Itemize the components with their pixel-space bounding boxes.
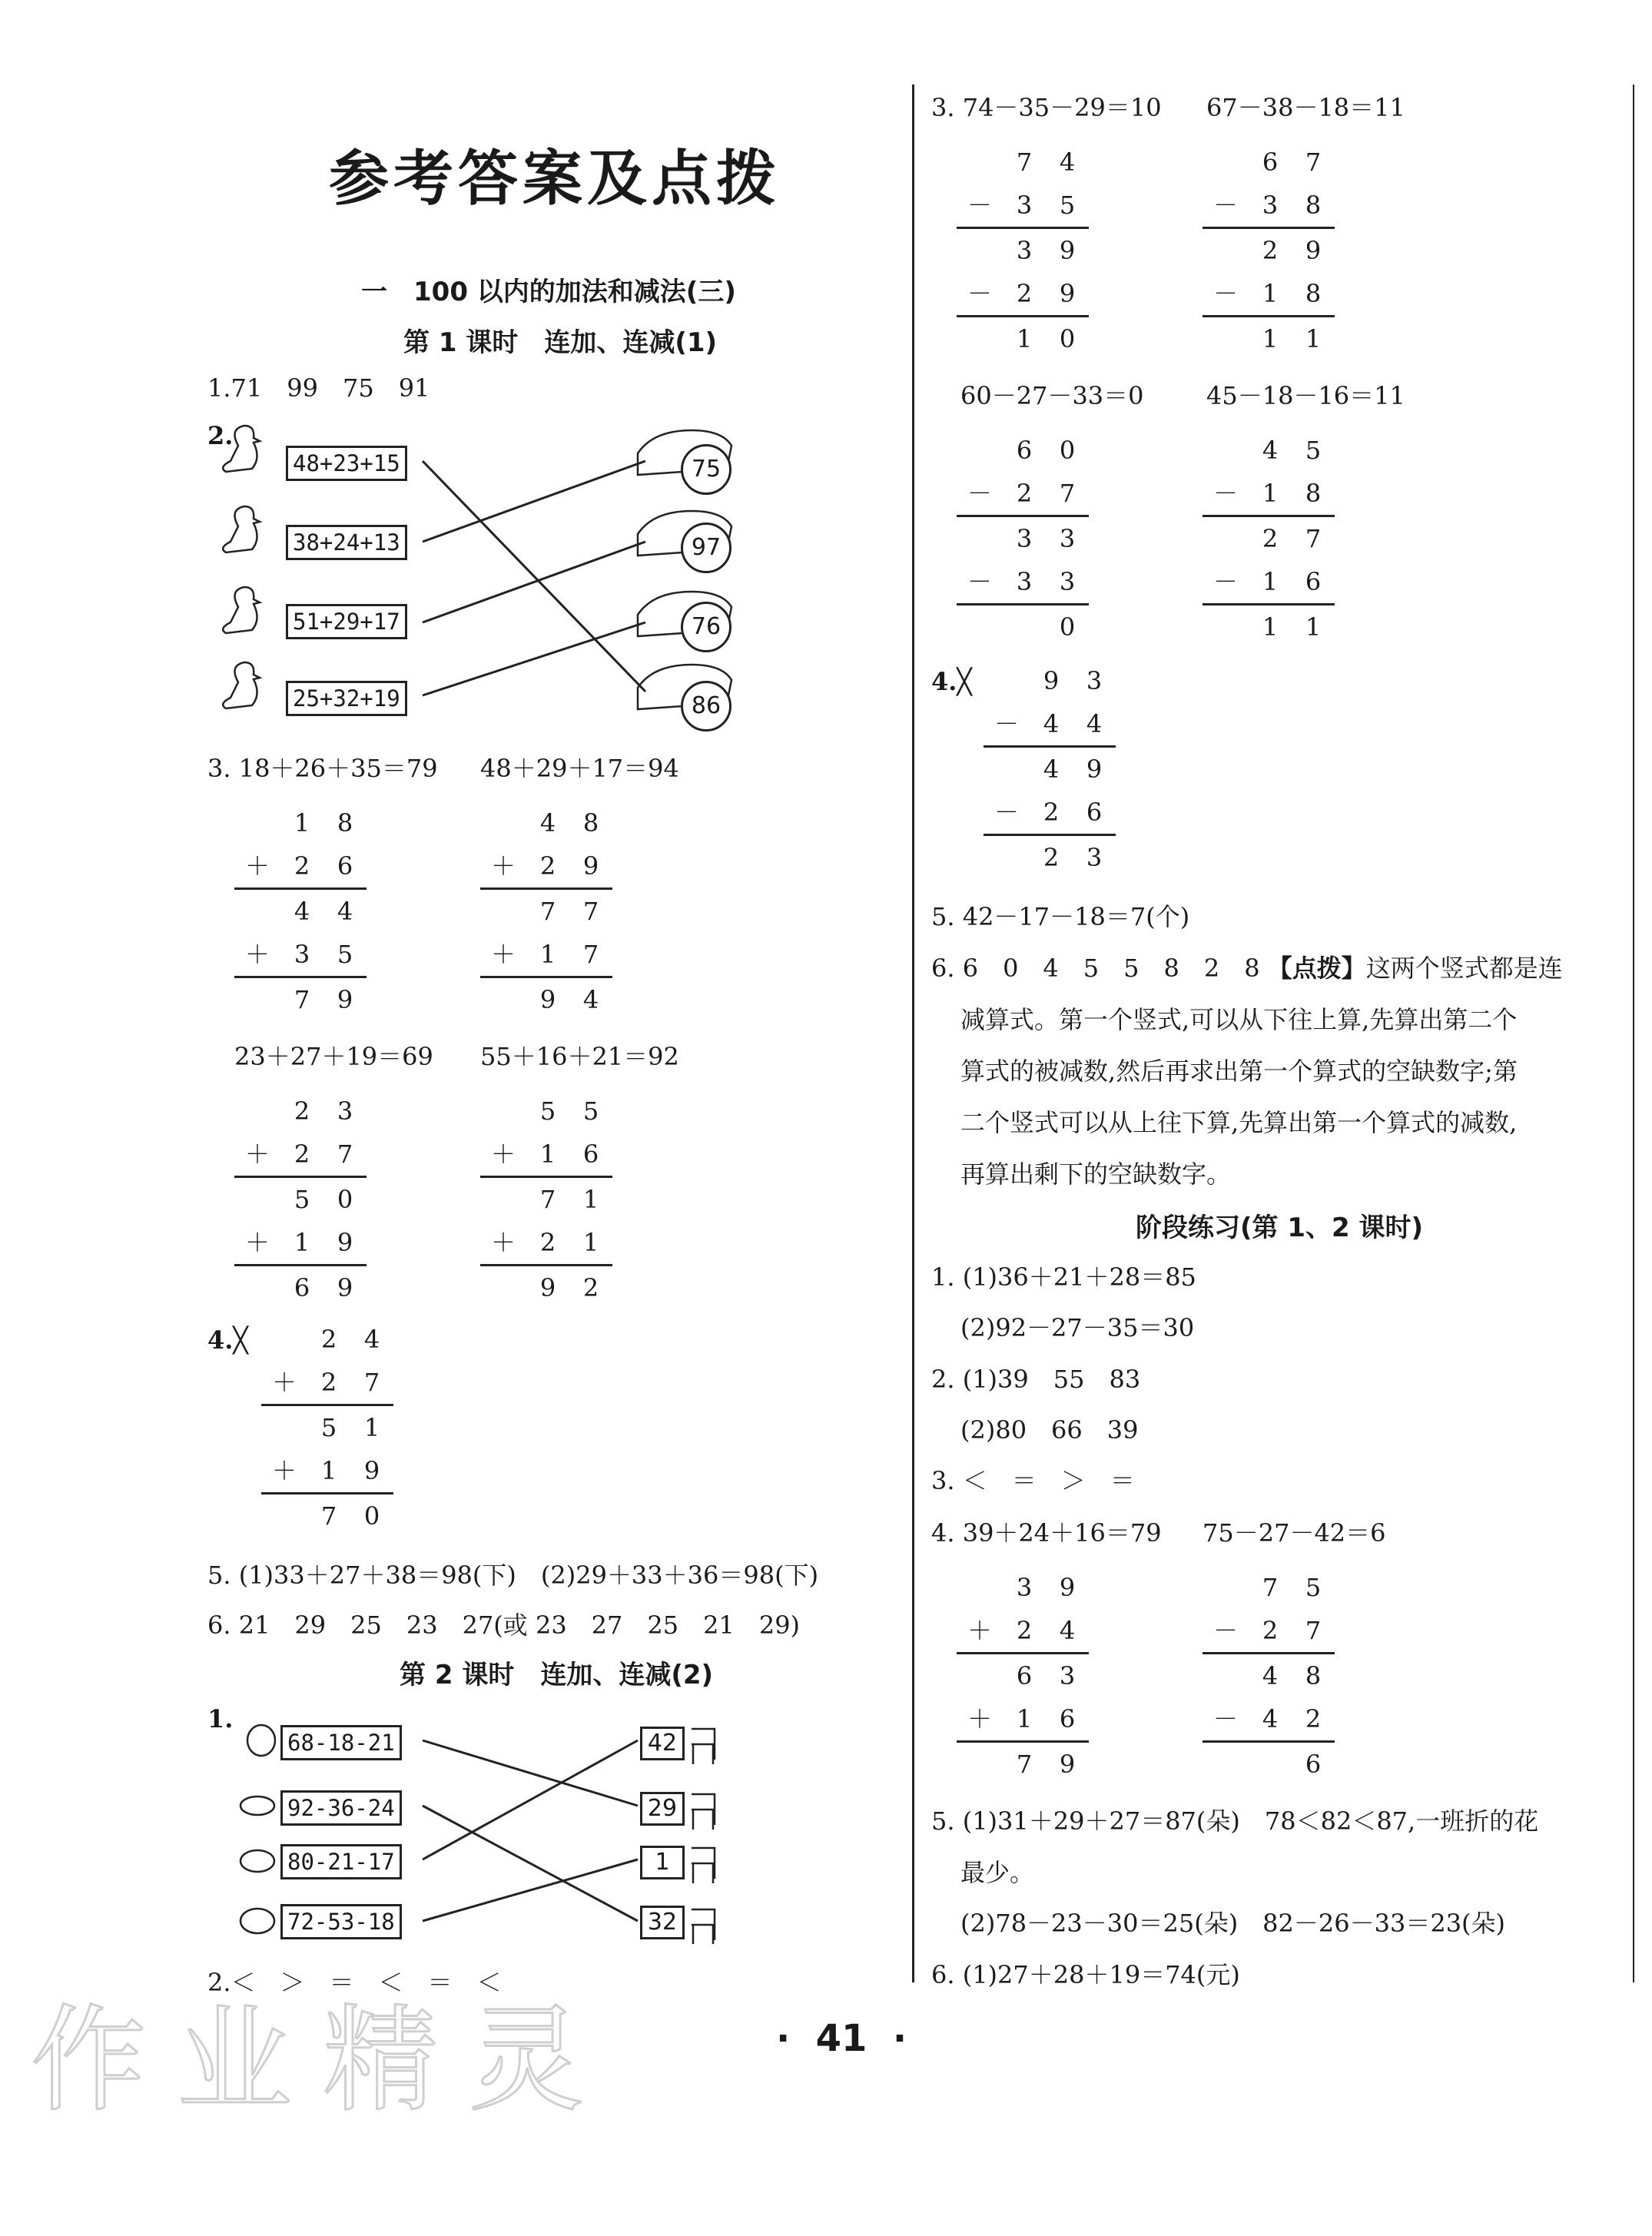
- vert-digit: 1: [1016, 324, 1033, 353]
- lesson2-title: 第 2 课时 连加、连减(2): [400, 1660, 714, 1690]
- q6-answers: 6. 6 0 4 5 5 8 2 8: [931, 954, 1260, 983]
- vert-digit: 2: [320, 1325, 337, 1354]
- vert-row: [261, 1406, 393, 1449]
- left-q4-label: 4.╳: [207, 1325, 248, 1355]
- vert-digit: 0: [363, 1501, 380, 1531]
- vert-row: [234, 801, 367, 844]
- l2-answer-1: 42: [640, 1727, 685, 1760]
- vert-row: [957, 1654, 1089, 1697]
- vert-digit: 1: [582, 1185, 599, 1214]
- vert-digit: 3: [1262, 191, 1279, 220]
- vert-row: [1203, 1697, 1335, 1743]
- vert-digit: 6: [1059, 1704, 1076, 1733]
- l2-box-3: 80-21-17: [280, 1844, 402, 1879]
- vert-digit: 0: [1059, 324, 1076, 353]
- vert-row: [1203, 1743, 1335, 1786]
- vert-operator: ＋: [490, 851, 516, 881]
- watermark: 作业精灵: [31, 1994, 615, 2128]
- vert-digit: 9: [1059, 236, 1076, 265]
- vert-digit: 8: [582, 808, 599, 838]
- vert-row: [480, 1133, 612, 1178]
- vert-digit: 7: [582, 940, 599, 969]
- l2-answer-2: 29: [640, 1792, 685, 1826]
- page-title: 参考答案及点拨: [329, 144, 781, 214]
- vert-row: [234, 1266, 367, 1309]
- vert-digit: 7: [1262, 1573, 1279, 1602]
- right-q4-label: 4.╳: [931, 667, 972, 696]
- vert-digit: 9: [1305, 236, 1322, 265]
- vert-digit: 4: [363, 1325, 380, 1354]
- vert-row: [234, 1133, 367, 1178]
- vert-digit: 2: [1016, 1616, 1033, 1645]
- stage-q5a: 5. (1)31＋29＋27＝87(朵) 78＜82＜87,一班折的花: [931, 1806, 1539, 1836]
- vert-digit: 8: [337, 808, 353, 838]
- vert-digit: 5: [582, 1096, 599, 1126]
- vert-row: [984, 659, 1116, 702]
- vert-row: [1203, 517, 1335, 560]
- vert-operator: －: [1212, 1616, 1238, 1645]
- vert-operator: －: [1212, 567, 1238, 596]
- vert-digit: 4: [1086, 709, 1103, 738]
- vert-row: [234, 1178, 367, 1221]
- vert-digit: 3: [1016, 1573, 1033, 1602]
- vert-row: [957, 560, 1089, 605]
- right-q3-eq1: 3. 74－35－29＝10: [931, 93, 1162, 122]
- vert-operator: －: [994, 709, 1019, 738]
- vert-digit: 1: [294, 808, 310, 838]
- vert-row: [957, 141, 1089, 184]
- vert-row: [480, 1221, 612, 1266]
- vert-digit: 6: [1086, 798, 1103, 827]
- vert-row: [1203, 317, 1335, 360]
- vert-digit: 1: [1305, 324, 1322, 353]
- vert-row: [957, 429, 1089, 472]
- vert-digit: 5: [294, 1185, 310, 1214]
- vert-operator: －: [967, 191, 992, 220]
- vert-digit: 6: [1016, 436, 1033, 465]
- vert-digit: 6: [1305, 567, 1322, 596]
- vert-row: [1203, 605, 1335, 649]
- q2-circle-1: 75: [681, 444, 731, 495]
- vert-digit: 2: [294, 1096, 310, 1126]
- right-q3-eq3: 60－27－33＝0: [960, 381, 1144, 410]
- dog-icon: [241, 1909, 274, 1933]
- vert-row: [480, 1266, 612, 1309]
- vert-digit: 6: [1262, 148, 1279, 177]
- vert-operator: －: [967, 479, 992, 508]
- vert-digit: 6: [337, 851, 353, 881]
- vert-digit: 9: [582, 851, 599, 881]
- vert-digit: 7: [539, 897, 556, 926]
- vert-row: [480, 801, 612, 844]
- vert-row: [234, 978, 367, 1021]
- turtle-icon: [241, 1850, 274, 1872]
- vert-digit: 3: [1059, 567, 1076, 596]
- vert-digit: 2: [539, 851, 556, 881]
- vert-row: [234, 844, 367, 890]
- vert-row: [957, 605, 1089, 649]
- vert-digit: 7: [582, 897, 599, 926]
- vert-row: [480, 1178, 612, 1221]
- vert-digit: 1: [539, 940, 556, 969]
- rabbit-icon: [247, 1725, 275, 1756]
- vert-digit: 8: [1305, 479, 1322, 508]
- vert-digit: 2: [294, 851, 310, 881]
- right-q6-line5: 再算出剩下的空缺数字。: [960, 1159, 1232, 1189]
- vert-row: [957, 517, 1089, 560]
- vert-digit: 2: [1043, 798, 1060, 827]
- mouse-icon: [241, 1796, 274, 1815]
- vert-digit: 7: [363, 1368, 380, 1397]
- vert-digit: 5: [539, 1096, 556, 1126]
- vertical-calc-L2: [480, 801, 612, 1021]
- lesson1-title: 第 1 课时 连加、连减(1): [403, 327, 718, 358]
- l2-answer-4: 32: [640, 1906, 685, 1939]
- left-q2-label: 2.: [207, 421, 234, 450]
- vert-digit: 7: [1305, 1616, 1322, 1645]
- right-q6-line3: 算式的被减数,然后再求出第一个算式的空缺数字;第: [960, 1057, 1518, 1086]
- vert-digit: 3: [1059, 524, 1076, 553]
- vert-digit: 4: [294, 897, 310, 926]
- vert-operator: ＋: [490, 1228, 516, 1257]
- vertical-calc-R6: [957, 1566, 1089, 1786]
- q2-circle-3: 76: [681, 602, 731, 652]
- vert-operator: －: [967, 279, 992, 308]
- vert-row: [234, 890, 367, 933]
- vert-digit: 3: [1016, 524, 1033, 553]
- vert-row: [957, 272, 1089, 317]
- vert-row: [480, 978, 612, 1021]
- vert-digit: 3: [294, 940, 310, 969]
- vert-digit: 4: [1043, 709, 1060, 738]
- vert-row: [957, 1609, 1089, 1654]
- left-q3-eq3: 23＋27＋19＝69: [234, 1042, 433, 1071]
- left-q1: 1.71 99 75 91: [207, 373, 430, 403]
- vert-digit: 9: [1043, 666, 1060, 695]
- vert-digit: 1: [294, 1228, 310, 1257]
- chair-icon: [692, 1909, 715, 1944]
- vert-digit: 7: [294, 985, 310, 1014]
- vert-digit: 9: [1059, 279, 1076, 308]
- vert-digit: 9: [1059, 1750, 1076, 1779]
- stage-q1a: 1. (1)36＋21＋28＝85: [931, 1262, 1196, 1292]
- vert-digit: 4: [1262, 436, 1279, 465]
- right-q3-eq2: 67－38－18＝11: [1206, 93, 1405, 122]
- stage-q4-eq2: 75－27－42＝6: [1203, 1518, 1386, 1548]
- vert-digit: 2: [294, 1140, 310, 1169]
- stage-q4-eq1: 4. 39＋24＋16＝79: [931, 1518, 1162, 1548]
- vert-row: [261, 1361, 393, 1406]
- vert-operator: －: [967, 567, 992, 596]
- vert-digit: 1: [1262, 324, 1279, 353]
- stage-q2b: (2)80 66 39: [960, 1415, 1139, 1445]
- vert-digit: 5: [320, 1413, 337, 1442]
- vert-digit: 2: [1043, 843, 1060, 872]
- q2-box-2: 38+24+13: [286, 525, 407, 560]
- vertical-calc-R4: [1203, 429, 1335, 649]
- vert-row: [261, 1318, 393, 1361]
- vertical-calc-R1: [957, 141, 1089, 360]
- vertical-calc-L5: [261, 1318, 393, 1538]
- vert-row: [1203, 472, 1335, 517]
- vert-digit: 9: [363, 1456, 380, 1485]
- stage-q2a: 2. (1)39 55 83: [931, 1365, 1141, 1394]
- l2-box-4: 72-53-18: [280, 1904, 402, 1939]
- stage-q3: 3. ＜ ＝ ＞ ＝: [931, 1466, 1135, 1495]
- vert-digit: 7: [1059, 479, 1076, 508]
- vert-digit: 8: [1305, 1661, 1322, 1690]
- vert-row: [480, 933, 612, 978]
- vert-digit: 7: [1305, 148, 1322, 177]
- chair-icon: [692, 1794, 715, 1830]
- vert-digit: 4: [337, 897, 353, 926]
- right-q6-line2: 减算式。第一个竖式,可以从下往上算,先算出第二个: [960, 1005, 1518, 1034]
- stage-q1b: (2)92－27－35＝30: [960, 1313, 1195, 1342]
- vert-digit: 5: [1305, 436, 1322, 465]
- vert-row: [984, 836, 1116, 879]
- vert-digit: 7: [320, 1501, 337, 1531]
- vert-digit: 9: [539, 1273, 556, 1302]
- vert-digit: 7: [1016, 148, 1033, 177]
- vert-row: [957, 229, 1089, 272]
- vert-digit: 6: [294, 1273, 310, 1302]
- vert-row: [234, 1090, 367, 1133]
- vertical-calc-L4: [480, 1090, 612, 1309]
- vert-row: [984, 748, 1116, 791]
- vertical-calc-R7: [1203, 1566, 1335, 1786]
- vert-row: [1203, 1566, 1335, 1609]
- left-q5: 5. (1)33＋27＋38＝98(下) (2)29＋33＋36＝98(下): [207, 1561, 819, 1590]
- vert-operator: ＋: [967, 1704, 992, 1733]
- vert-row: [957, 184, 1089, 229]
- vert-digit: 2: [582, 1273, 599, 1302]
- vert-row: [234, 1221, 367, 1266]
- vert-digit: 4: [1262, 1704, 1279, 1733]
- vert-digit: 2: [539, 1228, 556, 1257]
- vert-row: [261, 1495, 393, 1538]
- vert-row: [1203, 141, 1335, 184]
- vert-digit: 7: [337, 1140, 353, 1169]
- stage-title: 阶段练习(第 1、2 课时): [1136, 1213, 1424, 1243]
- vert-digit: 6: [1305, 1750, 1322, 1779]
- vert-digit: 8: [1305, 191, 1322, 220]
- vert-digit: 9: [1059, 1573, 1076, 1602]
- vert-digit: 9: [337, 1273, 353, 1302]
- duck-icon: [223, 506, 260, 552]
- page-number: · 41 ·: [776, 2017, 907, 2060]
- vert-digit: 7: [539, 1185, 556, 1214]
- right-q6-line4: 二个竖式可以从上往下算,先算出第一个算式的减数,: [960, 1108, 1518, 1137]
- q2-box-3: 51+29+17: [286, 604, 407, 639]
- page-number-value: 41: [815, 2017, 867, 2060]
- vert-digit: 2: [1262, 524, 1279, 553]
- vert-digit: 0: [1059, 436, 1076, 465]
- right-q5: 5. 42－17－18＝7(个): [931, 902, 1190, 931]
- vert-row: [1203, 429, 1335, 472]
- vert-digit: 1: [1016, 1704, 1033, 1733]
- vert-digit: 4: [582, 985, 599, 1014]
- vert-row: [957, 1566, 1089, 1609]
- vert-digit: 5: [337, 940, 353, 969]
- vert-operator: ＋: [244, 940, 270, 969]
- q2-box-1: 48+23+15: [286, 446, 407, 481]
- vert-digit: 1: [1262, 567, 1279, 596]
- vert-digit: 3: [1059, 1661, 1076, 1690]
- l2-q1-label: 1.: [207, 1704, 234, 1733]
- vert-digit: 2: [320, 1368, 337, 1397]
- vert-digit: 7: [1305, 524, 1322, 553]
- vert-operator: ＋: [490, 1140, 516, 1169]
- right-border: [1633, 85, 1634, 1982]
- vertical-calc-R2: [1203, 141, 1335, 360]
- column-divider: [912, 85, 914, 1982]
- vert-digit: 5: [1059, 191, 1076, 220]
- vert-digit: 3: [1086, 666, 1103, 695]
- vert-digit: 0: [1059, 612, 1076, 642]
- vert-operator: ＋: [490, 940, 516, 969]
- vert-operator: ＋: [271, 1456, 297, 1485]
- vert-digit: 1: [320, 1456, 337, 1485]
- vertical-calc-R3: [957, 429, 1089, 649]
- vert-operator: ＋: [244, 851, 270, 881]
- vert-row: [957, 472, 1089, 517]
- vert-digit: 9: [539, 985, 556, 1014]
- vert-row: [1203, 1654, 1335, 1697]
- vert-row: [1203, 272, 1335, 317]
- vert-digit: 9: [337, 1228, 353, 1257]
- vert-digit: 4: [1043, 755, 1060, 784]
- vert-digit: 0: [337, 1185, 353, 1214]
- vert-digit: 6: [582, 1140, 599, 1169]
- l2-box-2: 92-36-24: [280, 1790, 402, 1826]
- duck-icon: [223, 587, 260, 633]
- right-q3-eq4: 45－18－16＝11: [1206, 381, 1405, 410]
- vert-operator: －: [994, 798, 1019, 827]
- tip-label: 【点拨】: [1267, 954, 1366, 983]
- vert-digit: 2: [1262, 236, 1279, 265]
- vertical-calc-L1: [234, 801, 367, 1021]
- vert-operator: －: [1212, 279, 1238, 308]
- vert-row: [480, 1090, 612, 1133]
- vert-digit: 1: [582, 1228, 599, 1257]
- vert-operator: ＋: [244, 1140, 270, 1169]
- chair-icon: [692, 1848, 715, 1883]
- vert-digit: 1: [1262, 479, 1279, 508]
- vert-digit: 3: [337, 1096, 353, 1126]
- tip-text: 这两个竖式都是连: [1365, 954, 1563, 983]
- vert-row: [957, 1697, 1089, 1743]
- vert-digit: 3: [1086, 843, 1103, 872]
- vert-digit: 1: [1262, 279, 1279, 308]
- vert-digit: 8: [1305, 279, 1322, 308]
- vert-row: [480, 844, 612, 890]
- vert-operator: －: [1212, 1704, 1238, 1733]
- vert-operator: ＋: [271, 1368, 297, 1397]
- vert-digit: 2: [1016, 279, 1033, 308]
- vert-digit: 1: [539, 1140, 556, 1169]
- vertical-calc-L3: [234, 1090, 367, 1309]
- duck-icon: [223, 426, 260, 472]
- vert-row: [1203, 1609, 1335, 1654]
- vert-row: [480, 890, 612, 933]
- vert-digit: 9: [337, 985, 353, 1014]
- left-q3-eq1: 3. 18＋26＋35＝79: [207, 754, 438, 783]
- vert-digit: 7: [1016, 1750, 1033, 1779]
- vert-row: [261, 1449, 393, 1495]
- unit-title: 一 100 以内的加法和减法(三): [361, 277, 736, 307]
- q2-circle-2: 97: [681, 523, 731, 573]
- stage-q5c: (2)78－23－30＝25(朵) 82－26－33＝23(朵): [960, 1909, 1506, 1938]
- vert-row: [1203, 229, 1335, 272]
- vert-digit: 4: [539, 808, 556, 838]
- vert-row: [984, 791, 1116, 836]
- vert-row: [1203, 560, 1335, 605]
- vert-digit: 4: [1262, 1661, 1279, 1690]
- vert-operator: －: [1212, 191, 1238, 220]
- right-q6-line1: [931, 949, 1563, 984]
- l2-q2: 2.＜ ＞ ＝ ＜ ＝ ＜: [207, 1968, 502, 1997]
- vertical-calc-R5: [984, 659, 1116, 879]
- vert-digit: 2: [1262, 1616, 1279, 1645]
- l2-box-1: 68-18-21: [280, 1725, 402, 1760]
- vert-row: [957, 1743, 1089, 1786]
- left-q3-eq4: 55＋16＋21＝92: [480, 1042, 679, 1071]
- vert-digit: 4: [1059, 1616, 1076, 1645]
- chair-icon: [692, 1729, 715, 1764]
- vert-digit: 2: [1305, 1704, 1322, 1733]
- vert-digit: 6: [1016, 1661, 1033, 1690]
- duck-icon: [223, 662, 260, 708]
- q2-box-4: 25+32+19: [286, 681, 407, 716]
- q2-circle-4: 86: [681, 681, 731, 732]
- vert-row: [1203, 184, 1335, 229]
- vert-digit: 3: [1016, 567, 1033, 596]
- vert-digit: 2: [1016, 479, 1033, 508]
- vert-digit: 4: [1059, 148, 1076, 177]
- vert-row: [234, 933, 367, 978]
- vert-operator: ＋: [967, 1616, 992, 1645]
- stage-q5b: 最少。: [960, 1858, 1035, 1887]
- vert-row: [957, 317, 1089, 360]
- vert-digit: 3: [1016, 191, 1033, 220]
- stage-q6: 6. (1)27＋28＋19＝74(元): [931, 1960, 1240, 1989]
- left-q6: 6. 21 29 25 23 27(或 23 27 25 21 29): [207, 1611, 801, 1640]
- vert-digit: 1: [1262, 612, 1279, 642]
- vert-digit: 3: [1016, 236, 1033, 265]
- l2-answer-3: 1: [640, 1846, 685, 1879]
- vert-digit: 1: [1305, 612, 1322, 642]
- vert-operator: －: [1212, 479, 1238, 508]
- vert-digit: 9: [1086, 755, 1103, 784]
- vert-operator: ＋: [244, 1228, 270, 1257]
- vert-digit: 1: [363, 1413, 380, 1442]
- left-q3-eq2: 48＋29＋17＝94: [480, 754, 679, 783]
- vert-digit: 5: [1305, 1573, 1322, 1602]
- vert-row: [984, 702, 1116, 748]
